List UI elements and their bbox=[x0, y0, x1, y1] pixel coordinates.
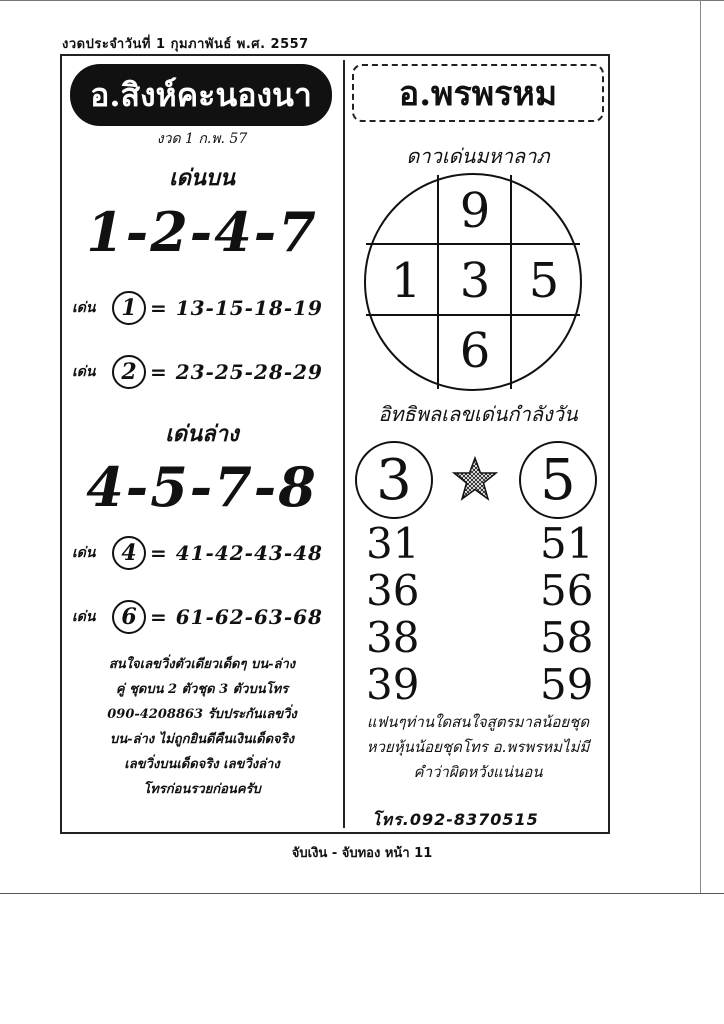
note-line: แฟนๆท่านใดสนใจสูตรมาลน้อยชุด bbox=[366, 713, 590, 731]
number-item: 36 bbox=[366, 566, 420, 615]
bottom-rule bbox=[0, 893, 724, 894]
bottom-big-numbers: 4-5-7-8 bbox=[86, 455, 318, 519]
row-digit-circle: 6 bbox=[112, 600, 146, 634]
star-icon bbox=[452, 456, 498, 502]
top-pair-row-1 bbox=[72, 288, 342, 328]
promo-line: บน-ล่าง ไม่ถูกยินดีคืนเงินเด็ดจริง bbox=[109, 732, 294, 747]
row-digit-circle: 1 bbox=[112, 291, 146, 325]
row-numbers: = 61-62-63-68 bbox=[150, 605, 323, 629]
top-pair-row-2 bbox=[72, 352, 342, 392]
grid-line bbox=[366, 314, 580, 316]
grid-bottom-number: 6 bbox=[459, 323, 491, 379]
left-number-column bbox=[366, 520, 419, 708]
top-big-numbers: 1-2-4-7 bbox=[86, 200, 318, 264]
promo-line: 090-4208863 รับประกันเลขวิ่ง bbox=[107, 707, 297, 722]
row-digit-circle: 2 bbox=[112, 355, 146, 389]
column-divider bbox=[343, 60, 345, 828]
grid-top-number: 9 bbox=[459, 183, 491, 239]
promo-line: คู่ ชุดบน 2 ตัวชุด 3 ตัวบนโทร bbox=[115, 682, 289, 697]
row-label: เด่น bbox=[72, 364, 96, 380]
right-title-banner: อ.พรพรหม bbox=[352, 64, 604, 122]
number-item: 39 bbox=[366, 660, 420, 709]
promo-line: สนใจเลขวิ่งตัวเดียวเด็ดๆ บน-ล่าง bbox=[108, 657, 296, 672]
row-label: เด่น bbox=[72, 300, 96, 316]
grid-right-number: 5 bbox=[528, 253, 560, 309]
row-label: เด่น bbox=[72, 545, 96, 561]
number-item: 59 bbox=[540, 660, 594, 709]
row-numbers: = 23-25-28-29 bbox=[150, 360, 323, 384]
row-numbers: = 41-42-43-48 bbox=[150, 541, 323, 565]
grid-left-number: 1 bbox=[390, 253, 422, 309]
grid-line bbox=[366, 243, 580, 245]
left-title-banner: อ.สิงห์คะนองนา bbox=[70, 64, 332, 126]
influence-heading: อิทธิพลเลขเด่นกำลังวัน bbox=[378, 402, 578, 426]
row-label: เด่น bbox=[72, 609, 96, 625]
number-item: 31 bbox=[366, 519, 420, 568]
star-heading: ดาวเด่นมหาลาภ bbox=[406, 144, 550, 168]
number-item: 38 bbox=[366, 613, 420, 662]
right-big-circle: 5 bbox=[519, 441, 597, 519]
number-item: 56 bbox=[540, 566, 594, 615]
promo-line: โทรก่อนรวยก่อนครับ bbox=[143, 782, 261, 797]
left-big-circle: 3 bbox=[355, 441, 433, 519]
left-draw-date: งวด 1 ก.พ. 57 bbox=[156, 131, 248, 147]
issue-date-header: งวดประจำวันที่ 1 กุมภาพันธ์ พ.ศ. 2557 bbox=[62, 37, 309, 52]
bottom-heading: เด่นล่าง bbox=[165, 421, 239, 447]
page-edge bbox=[700, 0, 701, 893]
note-line: หวยหุ้นน้อยชุดโทร อ.พรพรหมไม่มี bbox=[366, 738, 590, 756]
grid-center-number: 3 bbox=[459, 253, 491, 309]
row-digit-circle: 4 bbox=[112, 536, 146, 570]
note-line: คำว่าผิดหวังแน่นอน bbox=[413, 763, 543, 781]
row-numbers: = 13-15-18-19 bbox=[150, 296, 323, 320]
number-item: 58 bbox=[540, 613, 594, 662]
phone-number: โทร.092-8370515 bbox=[372, 810, 539, 829]
promo-text bbox=[62, 652, 342, 802]
top-heading: เด่นบน bbox=[169, 165, 235, 191]
page-footer: จับเงิน - จับทอง หน้า 11 bbox=[291, 846, 433, 861]
right-number-column bbox=[540, 520, 593, 708]
contact-note bbox=[346, 710, 610, 785]
top-rule bbox=[0, 0, 724, 1]
promo-line: เลขวิ่งบนเด็ดจริง เลขวิ่งล่าง bbox=[124, 757, 280, 772]
bottom-pair-row-2 bbox=[72, 597, 342, 637]
bottom-pair-row-1 bbox=[72, 533, 342, 573]
number-item: 51 bbox=[540, 519, 594, 568]
